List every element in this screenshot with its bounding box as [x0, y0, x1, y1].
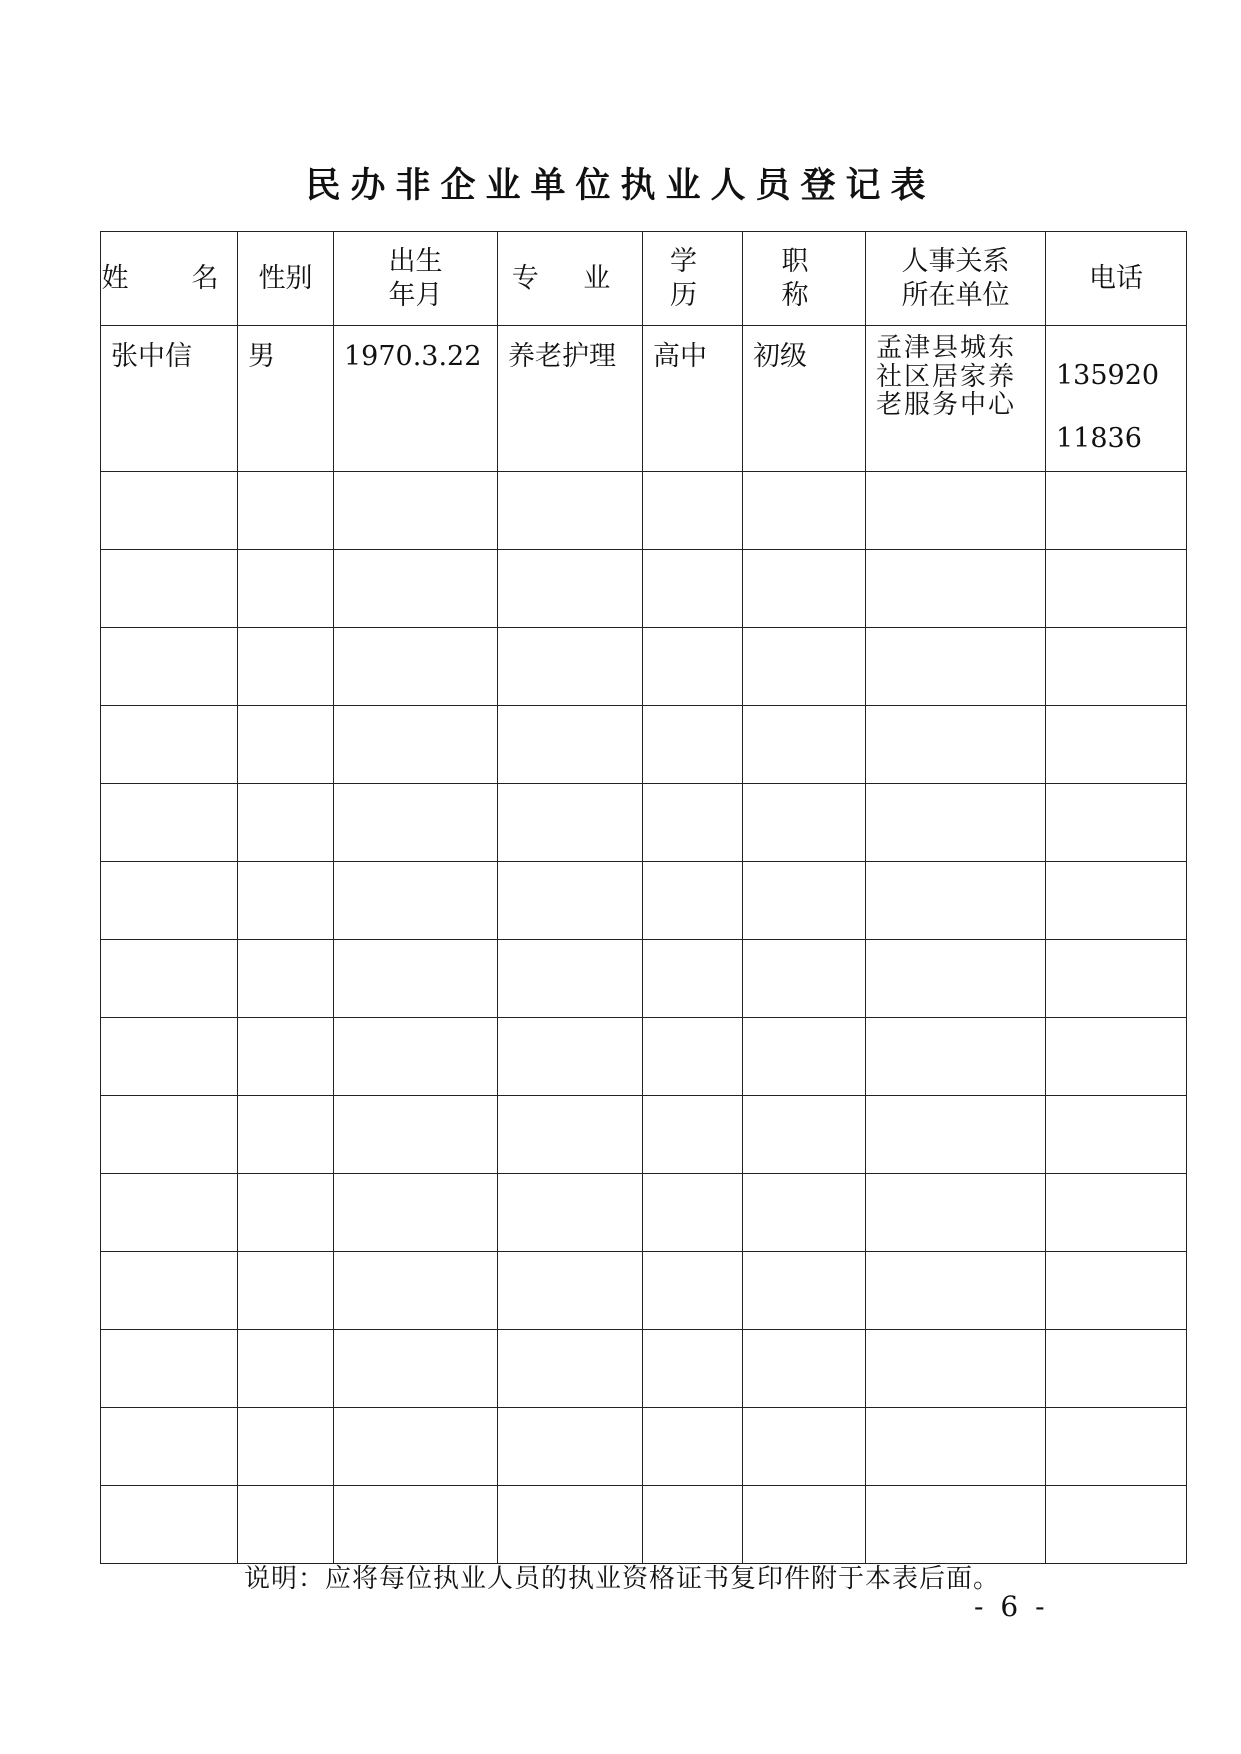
- empty-cell: [334, 1485, 498, 1563]
- header-gender: 性别: [238, 232, 334, 326]
- empty-cell: [238, 1329, 334, 1407]
- cell-phone-line2: 11836: [1056, 423, 1142, 455]
- empty-cell: [334, 939, 498, 1017]
- empty-cell: [238, 705, 334, 783]
- empty-cell: [101, 939, 238, 1017]
- table-row: [101, 861, 1187, 939]
- table-row: [101, 705, 1187, 783]
- empty-cell: [334, 549, 498, 627]
- cell-birth: 1970.3.22: [334, 326, 498, 472]
- empty-cell: [101, 1173, 238, 1251]
- empty-cell: [101, 1251, 238, 1329]
- empty-cell: [101, 549, 238, 627]
- empty-cell: [101, 627, 238, 705]
- empty-cell: [498, 1329, 643, 1407]
- cell-major: 养老护理: [498, 326, 643, 472]
- empty-cell: [334, 705, 498, 783]
- empty-cell: [866, 1017, 1046, 1095]
- empty-cell: [238, 1407, 334, 1485]
- empty-cell: [238, 1095, 334, 1173]
- empty-cell: [498, 1173, 643, 1251]
- empty-cell: [498, 939, 643, 1017]
- empty-cell: [101, 1407, 238, 1485]
- empty-cell: [743, 1485, 866, 1563]
- empty-cell: [238, 1485, 334, 1563]
- empty-cell: [743, 471, 866, 549]
- empty-cell: [743, 1173, 866, 1251]
- empty-cell: [743, 1095, 866, 1173]
- cell-gender: 男: [238, 326, 334, 472]
- empty-cell: [334, 783, 498, 861]
- empty-cell: [743, 939, 866, 1017]
- empty-cell: [643, 861, 743, 939]
- footnote: 说明：应将每位执业人员的执业资格证书复印件附于本表后面。: [244, 1564, 1001, 1594]
- empty-cell: [643, 549, 743, 627]
- cell-education: 高中: [643, 326, 743, 472]
- empty-cell: [238, 1173, 334, 1251]
- empty-cell: [643, 1173, 743, 1251]
- empty-cell: [101, 861, 238, 939]
- empty-cell: [498, 783, 643, 861]
- empty-cell: [498, 1407, 643, 1485]
- empty-cell: [238, 1017, 334, 1095]
- empty-cell: [334, 471, 498, 549]
- header-birth-line1: 出生: [388, 245, 443, 277]
- empty-cell: [498, 627, 643, 705]
- header-name: 姓 名: [101, 232, 238, 326]
- empty-cell: [498, 1095, 643, 1173]
- registration-table: [100, 231, 1187, 1564]
- empty-cell: [1046, 783, 1187, 861]
- empty-cell: [1046, 1095, 1187, 1173]
- empty-cell: [643, 627, 743, 705]
- cell-unit: 孟津县城东社区居家养老服务中心: [866, 326, 1046, 472]
- table-row: [101, 471, 1187, 549]
- header-unit-line2: 所在单位: [901, 279, 1010, 311]
- empty-cell: [334, 627, 498, 705]
- empty-cell: [334, 861, 498, 939]
- empty-cell: [643, 1485, 743, 1563]
- empty-cell: [238, 471, 334, 549]
- empty-cell: [743, 549, 866, 627]
- empty-rows: [101, 471, 1187, 1563]
- empty-cell: [643, 705, 743, 783]
- empty-cell: [1046, 1329, 1187, 1407]
- table-row: [101, 939, 1187, 1017]
- table-row: [101, 1407, 1187, 1485]
- empty-cell: [101, 1485, 238, 1563]
- empty-cell: [743, 1251, 866, 1329]
- table-row: [101, 1329, 1187, 1407]
- header-phone: 电话: [1046, 232, 1187, 326]
- empty-cell: [334, 1251, 498, 1329]
- empty-cell: [743, 1017, 866, 1095]
- empty-cell: [334, 1407, 498, 1485]
- header-unit: [866, 232, 1046, 326]
- empty-cell: [101, 783, 238, 861]
- header-education: 学 历: [643, 232, 743, 326]
- header-birth: [334, 232, 498, 326]
- empty-cell: [498, 1251, 643, 1329]
- empty-cell: [1046, 549, 1187, 627]
- table-row: [101, 627, 1187, 705]
- empty-cell: [866, 1251, 1046, 1329]
- header-birth-line2: 年月: [388, 279, 443, 311]
- table-row: [101, 1173, 1187, 1251]
- empty-cell: [743, 627, 866, 705]
- empty-cell: [334, 1017, 498, 1095]
- table-row: [101, 1017, 1187, 1095]
- empty-cell: [238, 783, 334, 861]
- empty-cell: [498, 705, 643, 783]
- empty-cell: [238, 549, 334, 627]
- empty-cell: [101, 1095, 238, 1173]
- empty-cell: [643, 783, 743, 861]
- empty-cell: [866, 783, 1046, 861]
- page-number: - 6 -: [974, 1590, 1049, 1623]
- table-row: [101, 783, 1187, 861]
- empty-cell: [334, 1329, 498, 1407]
- empty-cell: [643, 471, 743, 549]
- empty-cell: [743, 783, 866, 861]
- empty-cell: [498, 1485, 643, 1563]
- empty-cell: [1046, 861, 1187, 939]
- form-title: 民办非企业单位执业人员登记表: [305, 166, 936, 206]
- empty-cell: [866, 627, 1046, 705]
- empty-cell: [101, 1329, 238, 1407]
- cell-phone: [1046, 326, 1187, 472]
- empty-cell: [1046, 471, 1187, 549]
- empty-cell: [866, 1407, 1046, 1485]
- table-row: [101, 1485, 1187, 1563]
- header-row: [101, 232, 1187, 326]
- table-row: [101, 326, 1187, 472]
- cell-title: 初级: [743, 326, 866, 472]
- empty-cell: [866, 939, 1046, 1017]
- empty-cell: [643, 1095, 743, 1173]
- empty-cell: [743, 705, 866, 783]
- empty-cell: [1046, 1407, 1187, 1485]
- empty-cell: [334, 1173, 498, 1251]
- empty-cell: [866, 705, 1046, 783]
- header-major: 专 业: [498, 232, 643, 326]
- empty-cell: [1046, 627, 1187, 705]
- empty-cell: [643, 1017, 743, 1095]
- empty-cell: [238, 1251, 334, 1329]
- header-title: 职 称: [743, 232, 866, 326]
- empty-cell: [866, 549, 1046, 627]
- cell-name: 张中信: [101, 326, 238, 472]
- empty-cell: [743, 861, 866, 939]
- empty-cell: [498, 549, 643, 627]
- empty-cell: [498, 1017, 643, 1095]
- empty-cell: [238, 939, 334, 1017]
- empty-cell: [643, 1329, 743, 1407]
- empty-cell: [1046, 705, 1187, 783]
- empty-cell: [866, 471, 1046, 549]
- empty-cell: [1046, 1485, 1187, 1563]
- header-unit-line1: 人事关系: [901, 245, 1010, 277]
- empty-cell: [1046, 1173, 1187, 1251]
- empty-cell: [238, 627, 334, 705]
- table-row: [101, 549, 1187, 627]
- empty-cell: [866, 861, 1046, 939]
- empty-cell: [743, 1329, 866, 1407]
- empty-cell: [643, 939, 743, 1017]
- empty-cell: [866, 1095, 1046, 1173]
- empty-cell: [334, 1095, 498, 1173]
- table-row: [101, 1251, 1187, 1329]
- empty-cell: [643, 1407, 743, 1485]
- empty-cell: [101, 705, 238, 783]
- empty-cell: [1046, 1017, 1187, 1095]
- empty-cell: [238, 861, 334, 939]
- empty-cell: [498, 861, 643, 939]
- empty-cell: [498, 471, 643, 549]
- empty-cell: [101, 1017, 238, 1095]
- empty-cell: [866, 1485, 1046, 1563]
- empty-cell: [101, 471, 238, 549]
- empty-cell: [1046, 939, 1187, 1017]
- empty-cell: [866, 1173, 1046, 1251]
- empty-cell: [866, 1329, 1046, 1407]
- empty-cell: [743, 1407, 866, 1485]
- empty-cell: [643, 1251, 743, 1329]
- table-row: [101, 1095, 1187, 1173]
- cell-phone-line1: 135920: [1056, 360, 1160, 391]
- empty-cell: [1046, 1251, 1187, 1329]
